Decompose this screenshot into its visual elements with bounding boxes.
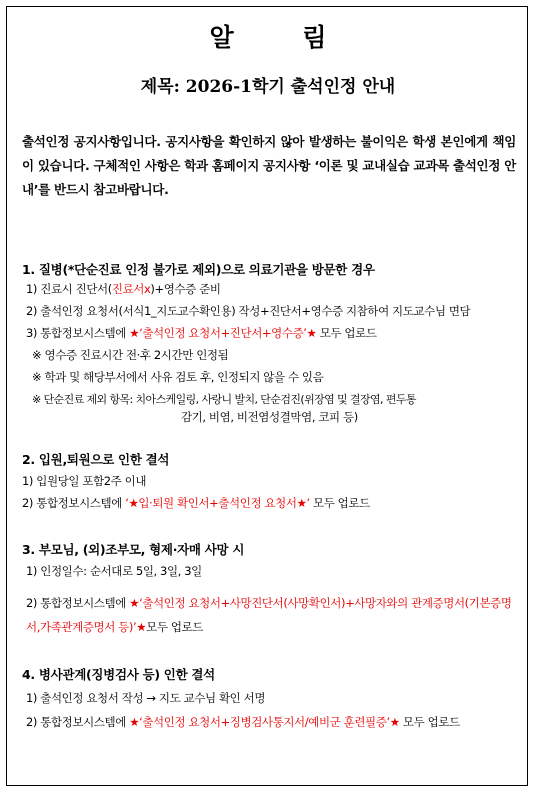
section-1-item-2: 2) 출석인정 요청서(서식1_지도교수확인용) 작성+진단서+영수증 지참하여 지도교수님 면담 bbox=[26, 304, 471, 318]
section-1-item-1: 1) 진료시 진단서(진료서x)+영수증 준비 bbox=[26, 282, 221, 296]
section-2-heading: 2. 입원,퇴원으로 인한 결석 bbox=[22, 452, 170, 467]
section-4-item-1: 1) 출석인정 요청서 작성 → 지도 교수님 확인 서명 bbox=[26, 691, 266, 705]
section-1-heading: 1. 질병(*단순진료 인정 불가로 제외)으로 의료기관을 방문한 경우 bbox=[22, 262, 375, 277]
section-1-note-1: ※ 영수증 진료시간 전·후 2시간만 인정됨 bbox=[32, 348, 229, 362]
section-1-item-3: 3) 통합정보시스템에 ★‘출석인정 요청서+진단서+영수증’★ 모두 업로드 bbox=[26, 326, 377, 340]
notice-title: 알 림 bbox=[209, 23, 357, 52]
section-2-item-2: 2) 통합정보시스템에 ‘★입·퇴원 확인서+출석인정 요청서★’ 모두 업로드 bbox=[22, 496, 370, 510]
section-2-item-1: 1) 입원당일 포함2주 이내 bbox=[22, 474, 147, 488]
section-4-heading: 4. 병사관계(징병검사 등) 인한 결석 bbox=[22, 667, 215, 682]
section-1-note-3-cont: 감기, 비염, 비전염성결막염, 코피 등) bbox=[181, 410, 358, 424]
section-3-item-1: 1) 인정일수: 순서대로 5일, 3일, 3일 bbox=[26, 564, 202, 578]
notice-subject: 제목: 2026-1학기 출석인정 안내 bbox=[140, 77, 396, 97]
section-1-note-3: ※ 단순진료 제외 항목: 치아스케일링, 사랑니 발치, 단순검진(위장염 및 결장염, 편두통 bbox=[32, 393, 416, 406]
section-3-heading: 3. 부모님, (외)조부모, 형제·자매 사망 시 bbox=[22, 542, 245, 557]
notice-intro: 출석인정 공지사항입니다. 공지사항을 확인하지 않아 발생하는 불이익은 학생 본인에게 책임이 있습니다. 구체적인 사항은 학과 홈페이지 공지사항 ‘이론 및 교내실습 교과목 출석인정 안내’를 반드시 참고바랍니다. bbox=[22, 134, 516, 197]
section-3-item-2: 2) 통합정보시스템에 ★‘출석인정 요청서+사망진단서(사망확인서)+사망자와의 관계증명서(기본증명서,가족관계증명서 등)’★모두 업로드 bbox=[26, 596, 512, 634]
section-1-note-2: ※ 학과 및 해당부서에서 사유 검토 후, 인정되지 않을 수 있음 bbox=[32, 370, 324, 384]
section-4-item-2: 2) 통합정보시스템에 ★‘출석인정 요청서+징병검사통지서/예비군 훈련필증’★ 모두 업로드 bbox=[26, 715, 460, 729]
